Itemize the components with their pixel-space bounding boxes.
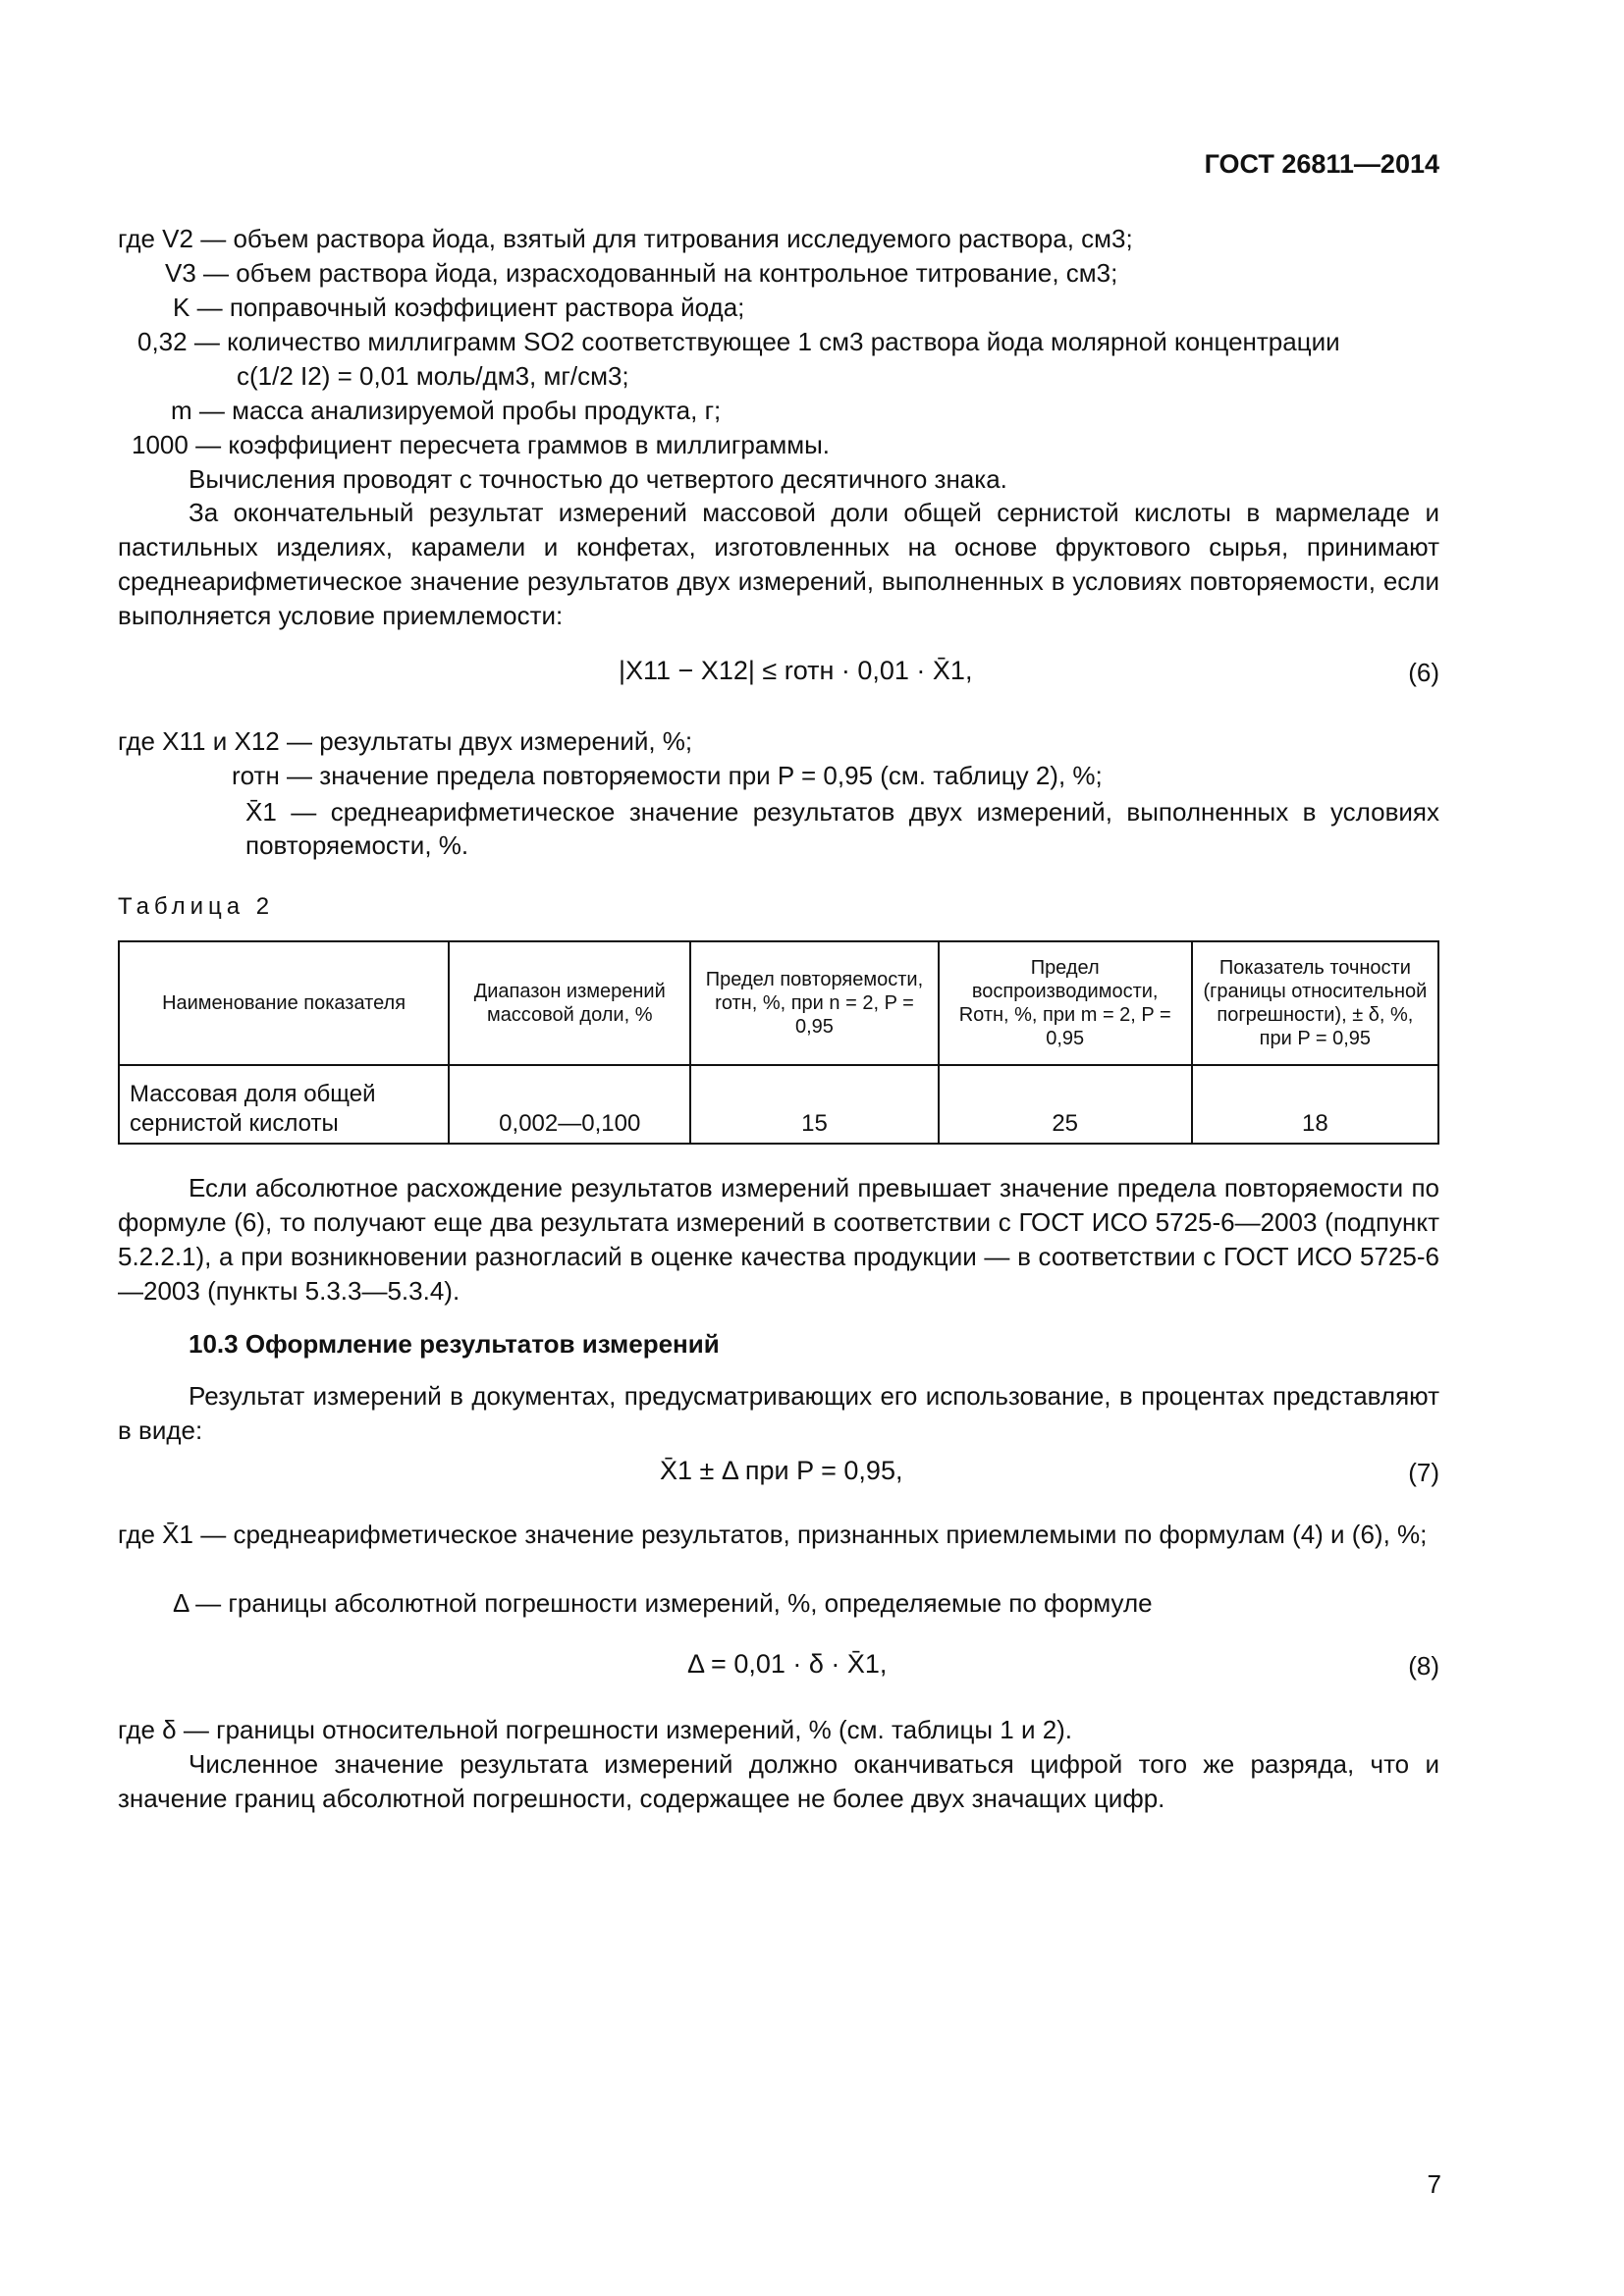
def-032 [137,325,1439,358]
def-text: объем раствора йода, израсходованный на контрольное титрование, см3; [236,258,1118,288]
def-text: c(1/2 I2) = 0,01 моль/дм3, мг/см3; [237,361,629,391]
section-title: 10.3 Оформление результатов измерений [189,1329,720,1359]
formula-7-number: (7) [1408,1458,1439,1487]
def-text: значение предела повторяемости при P = 0,95 (см. таблицу 2), %; [319,761,1103,790]
def-delta-abs [173,1586,1153,1620]
def-symbol: Δ — [173,1588,222,1618]
paragraph-numeric: Численное значение результата измерений должно оканчиваться цифрой того же разряда, что и значение границ абсолютной погрешности, содержащее не более двух значащих цифр. [118,1749,1439,1813]
def-text: среднеарифметическое значение результатов двух измерений, выполненных в условиях повторяемости, %. [245,797,1439,860]
def-v3 [165,256,1117,290]
def-text: границы абсолютной погрешности измерений, %, определяемые по формуле [228,1588,1153,1618]
def-x1-accepted [118,1518,1439,1551]
def-032-cont [237,359,629,393]
def-1000 [132,428,830,461]
def-symbol: 0,32 — [137,327,220,356]
def-text: масса анализируемой пробы продукта, г; [232,396,722,425]
def-k [173,291,744,324]
def-symbol: m — [171,396,225,425]
table-cell: 25 [939,1065,1192,1144]
def-text: объем раствора йода, взятый для титрования исследуемого раствора, см3; [233,224,1133,253]
table-header-cell: Диапазон измерений массовой доли, % [449,941,690,1065]
table-2 [118,940,1439,1145]
def-symbol: где V2 — [118,224,227,253]
def-r-otn [232,759,1103,792]
def-text: среднеарифметическое значение результатов, признанных приемлемыми по формулам (4) и (6), %; [233,1520,1428,1549]
formula-8-number: (8) [1408,1651,1439,1681]
table-header-row [119,941,1438,1065]
table-cell: 0,002—0,100 [449,1065,690,1144]
paragraph-result: Результат измерений в документах, предусматривающих его использование, в процентах представляют в виде: [118,1381,1439,1445]
paragraph-exceed: Если абсолютное расхождение результатов измерений превышает значение предела повторяемости по формуле (6), то получают еще два результата измерений в соответствии с ГОСТ ИСО 5725-6—2003 (подпункт 5.2.2.1), а при возникновении разногласий в оценке качества продукции — в соответствии с ГОСТ ИСО 5725-6—2003 (пункты 5.3.3—5.3.4). [118,1173,1439,1306]
def-symbol: 1000 — [132,430,222,459]
def-text: поправочный коэффициент раствора йода; [229,293,745,322]
def-m [171,394,721,427]
formula-7: X̄1 ± Δ при P = 0,95, [660,1456,903,1485]
paragraph-calc: Вычисления проводят с точностью до четвертого десятичного знака. [189,464,1007,494]
table-header-cell: Предел воспроизводимости, Rотн, %, при m = 2, P = 0,95 [939,941,1192,1065]
table-header-cell: Показатель точности (границы относительной погрешности), ± δ, %, при P = 0,95 [1192,941,1438,1065]
table-cell: Массовая доля общей сернистой кислоты [119,1065,449,1144]
def-symbol: X̄1 — [245,797,317,827]
def-text: результаты двух измерений, %; [319,726,693,756]
table-header-cell: Предел повторяемости, rотн, %, при n = 2, P = 0,95 [690,941,938,1065]
document-header: ГОСТ 26811—2014 [1204,149,1439,179]
def-symbol: V3 — [165,258,230,288]
table-caption: Таблица 2 [118,893,275,920]
def-symbol: где X̄1 — [118,1520,227,1549]
page-number: 7 [1427,2169,1441,2199]
paragraph-final-result: За окончательный результат измерений массовой доли общей сернистой кислоты в мармеладе и пастильных изделиях, карамели и конфетах, изготовленных на основе фруктового сырья, принимают среднеарифметическое значение результатов двух измерений, выполненных в условиях повторяемости, если выполняется условие приемлемости: [118,498,1439,630]
formula-6-number: (6) [1408,658,1439,687]
formula-8: Δ = 0,01 · δ · X̄1, [687,1649,888,1679]
table-cell: 15 [690,1065,938,1144]
table-cell: 18 [1192,1065,1438,1144]
def-text: коэффициент пересчета граммов в миллиграммы. [228,430,831,459]
def-x11-x12 [118,724,692,758]
formula-6: |X11 − X12| ≤ rотн · 0,01 · X̄1, [619,656,973,685]
def-symbol: где X11 и X12 — [118,726,312,756]
def-delta-rel: где δ — границы относительной погрешности измерений, % (см. таблицы 1 и 2). [118,1715,1073,1744]
def-symbol: K — [173,293,223,322]
def-text: количество миллиграмм SO2 соответствующее 1 см3 раствора йода молярной концентрации [227,327,1340,356]
table-header-cell: Наименование показателя [119,941,449,1065]
def-symbol: rотн — [232,761,313,790]
def-v2 [118,222,1133,255]
def-x1-mean [245,795,1439,862]
table-row [119,1065,1438,1144]
